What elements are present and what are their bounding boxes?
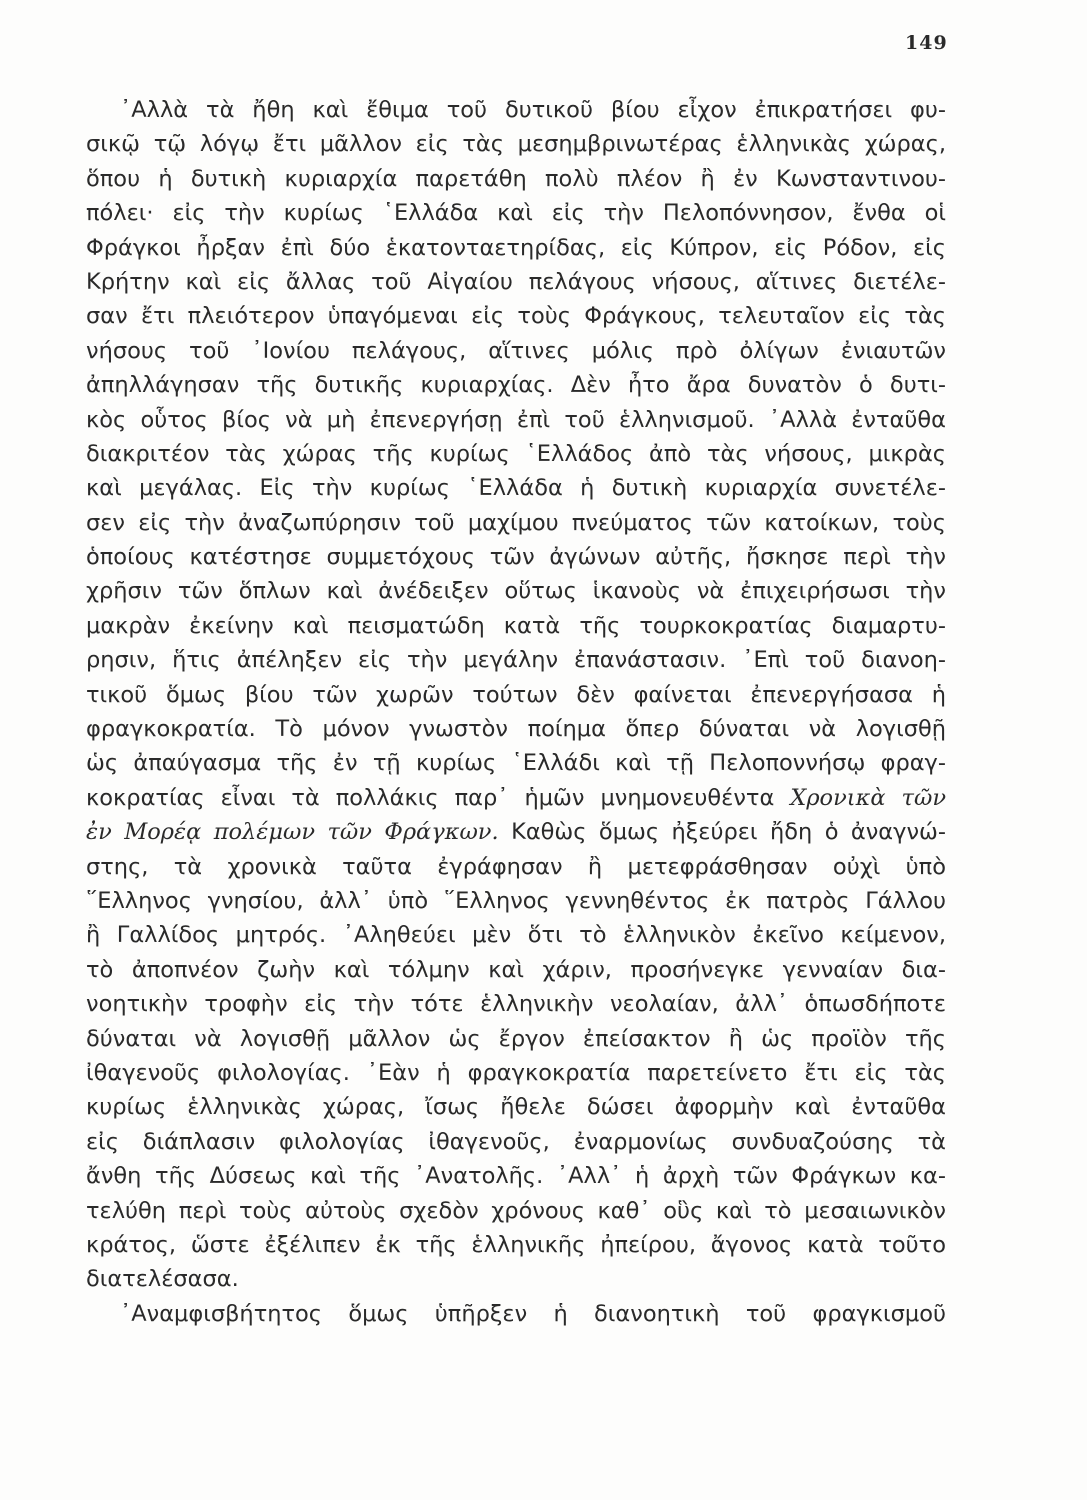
text-line <box>86 884 946 918</box>
text-line <box>86 162 946 196</box>
text-line <box>86 127 946 161</box>
text-line <box>86 850 946 884</box>
line-text: στης, τὰ χρονικὰ ταῦτα ἐγράφησαν ἢ μετεφράσθησαν οὐχὶ ὑπὸ <box>86 853 946 880</box>
text-line <box>86 712 946 746</box>
line-text: κὸς οὗτος βίος νὰ μὴ ἐπενεργήσῃ ἐπὶ τοῦ ἑλληνισμοῦ. ᾿Αλλὰ ἐνταῦθα <box>86 406 946 433</box>
line-text: κυρίως ἑλληνικὰς χώρας, ἴσως ἤθελε δώσει ἀφορμὴν καὶ ἐνταῦθα <box>86 1094 946 1121</box>
line-text: κράτος, ὥστε ἐξέλιπεν ἐκ τῆς ἑλληνικῆς ἠπείρου, ἄγονος κατὰ τοῦτο <box>86 1231 946 1258</box>
text-line <box>86 781 946 815</box>
text-line <box>86 609 946 643</box>
line-text: τὸ ἀποπνέον ζωὴν καὶ τόλμην καὶ χάριν, προσήνεγκε γενναίαν δια- <box>86 956 946 983</box>
line-text: ὡς ἀπαύγασμα τῆς ἐν τῇ κυρίως ῾Ελλάδι καὶ τῇ Πελοποννήσῳ φραγ- <box>86 750 946 777</box>
body-text <box>86 93 946 1331</box>
line-text: εἰς διάπλασιν φιλολογίας ἰθαγενοῦς, ἐναρμονίως συνδυαζούσης τὰ <box>86 1128 946 1155</box>
line-text: ᾿Αλλὰ τὰ ἤθη καὶ ἔθιμα τοῦ δυτικοῦ βίου εἶχον ἐπικρατήσει φυ- <box>120 97 946 123</box>
text-line <box>86 1297 946 1331</box>
text-line <box>86 506 946 540</box>
line-text: μακρὰν ἐκείνην καὶ πεισματώδη κατὰ τῆς τουρκοκρατίας διαμαρτυ- <box>86 612 946 639</box>
line-text: ὅπου ἡ δυτικὴ κυριαρχία παρετάθη πολὺ πλέον ἢ ἐν Κωνσταντινου- <box>86 165 946 192</box>
text-line <box>86 953 946 987</box>
line-text: κοκρατίας εἶναι τὰ πολλάκις παρ᾿ ἡμῶν μνημονευθέντα <box>86 784 775 811</box>
text-line <box>86 299 946 333</box>
text-line <box>86 1228 946 1262</box>
line-text: διατελέσασα. <box>86 1266 239 1293</box>
text-line <box>86 918 946 952</box>
italic-title: ἐν Μορέᾳ πολέμων τῶν Φράγκων. <box>86 819 499 846</box>
line-text: τικοῦ ὅμως βίου τῶν χωρῶν τούτων δὲν φαίνεται ἐπενεργήσασα ἡ <box>86 681 946 708</box>
text-line <box>86 196 946 230</box>
line-text: σαν ἔτι πλειότερον ὑπαγόμεναι εἰς τοὺς Φράγκους, τελευταῖον εἰς τὰς <box>86 303 946 330</box>
text-line <box>86 437 946 471</box>
text-line <box>86 1194 946 1228</box>
line-text: Καθὼς ὅμως ἠξεύρει ἤδη ὁ ἀναγνώ- <box>498 819 946 846</box>
line-text: Φράγκοι ἦρξαν ἐπὶ δύο ἑκατονταετηρίδας, εἰς Κύπρον, εἰς Ρόδον, εἰς <box>86 234 946 261</box>
line-text: ὁποίους κατέστησε συμμετόχους τῶν ἀγώνων αὐτῆς, ἤσκησε περὶ τὴν <box>86 544 946 571</box>
line-text: τελύθη περὶ τοὺς αὐτοὺς σχεδὸν χρόνους καθ᾿ οὓς καὶ τὸ μεσαιωνικὸν <box>86 1197 946 1224</box>
line-text: ᾿Αναμφισβήτητος ὅμως ὑπῆρξεν ἡ διανοητικὴ τοῦ φραγκισμοῦ <box>120 1300 946 1327</box>
text-line <box>86 403 946 437</box>
text-line <box>86 334 946 368</box>
text-line <box>86 471 946 505</box>
text-line <box>86 368 946 402</box>
text-line <box>86 1056 946 1090</box>
text-line <box>86 231 946 265</box>
line-text: ἄνθη τῆς Δύσεως καὶ τῆς ᾿Ανατολῆς. ᾿Αλλ᾿ ἡ ἀρχὴ τῶν Φράγκων κα- <box>86 1163 946 1190</box>
text-line <box>86 815 946 849</box>
text-line <box>86 643 946 677</box>
line-text: πόλει· εἰς τὴν κυρίως ῾Ελλάδα καὶ εἰς τὴν Πελοπόννησον, ἔνθα οἱ <box>86 200 946 227</box>
text-line <box>86 574 946 608</box>
line-text: ἢ Γαλλίδος μητρός. ᾿Αληθεύει μὲν ὅτι τὸ ἑλληνικὸν ἐκεῖνο κείμενον, <box>86 922 946 949</box>
text-line <box>86 93 946 127</box>
line-text: Κρήτην καὶ εἰς ἄλλας τοῦ Αἰγαίου πελάγους νήσους, αἵτινες διετέλε- <box>86 268 946 295</box>
line-text: φραγκοκρατία. Τὸ μόνον γνωστὸν ποίημα ὅπερ δύναται νὰ λογισθῇ <box>86 716 946 743</box>
line-text: ρησιν, ἥτις ἀπέληξεν εἰς τὴν μεγάλην ἐπανάστασιν. ᾿Επὶ τοῦ διανοη- <box>86 647 946 674</box>
line-text: δύναται νὰ λογισθῇ μᾶλλον ὡς ἔργον ἐπείσακτον ἢ ὡς προϊὸν τῆς <box>86 1025 946 1052</box>
line-text: καὶ μεγάλας. Εἰς τὴν κυρίως ῾Ελλάδα ἡ δυτικὴ κυριαρχία συνετέλε- <box>86 475 946 502</box>
line-text: διακριτέον τὰς χώρας τῆς κυρίως ῾Ελλάδος ἀπὸ τὰς νήσους, μικρὰς <box>86 440 946 467</box>
line-text: σεν εἰς τὴν ἀναζωπύρησιν τοῦ μαχίμου πνεύματος τῶν κατοίκων, τοὺς <box>86 509 946 536</box>
text-line <box>86 1090 946 1124</box>
line-text: ἀπηλλάγησαν τῆς δυτικῆς κυριαρχίας. Δὲν ἦτο ἄρα δυνατὸν ὁ δυτι- <box>86 372 946 399</box>
line-text: χρῆσιν τῶν ὅπλων καὶ ἀνέδειξεν οὕτως ἱκανοὺς νὰ ἐπιχειρήσωσι τὴν <box>86 578 946 605</box>
page-number: 149 <box>905 32 948 54</box>
italic-title: Χρονικὰ τῶν <box>790 784 946 811</box>
text-line <box>86 540 946 574</box>
text-line <box>86 1125 946 1159</box>
line-text: ἰθαγενοῦς φιλολογίας. ᾿Εὰν ἡ φραγκοκρατία παρετείνετο ἔτι εἰς τὰς <box>86 1059 946 1086</box>
text-line <box>86 265 946 299</box>
text-line <box>86 987 946 1021</box>
text-line <box>86 1262 946 1296</box>
line-text: νήσους τοῦ ᾿Ιονίου πελάγους, αἵτινες μόλις πρὸ ὀλίγων ἐνιαυτῶν <box>86 337 946 364</box>
text-line <box>86 678 946 712</box>
text-line <box>86 746 946 780</box>
line-text: νοητικὴν τροφὴν εἰς τὴν τότε ἑλληνικὴν νεολαίαν, ἀλλ᾿ ὁπωσδήποτε <box>86 991 946 1018</box>
line-text: ῞Ελληνος γνησίου, ἀλλ᾿ ὑπὸ ῞Ελληνος γεννηθέντος ἐκ πατρὸς Γάλλου <box>86 887 946 914</box>
text-line <box>86 1159 946 1193</box>
text-line <box>86 1022 946 1056</box>
line-text: σικῷ τῷ λόγῳ ἔτι μᾶλλον εἰς τὰς μεσημβρινωτέρας ἑλληνικὰς χώρας, <box>86 131 946 158</box>
